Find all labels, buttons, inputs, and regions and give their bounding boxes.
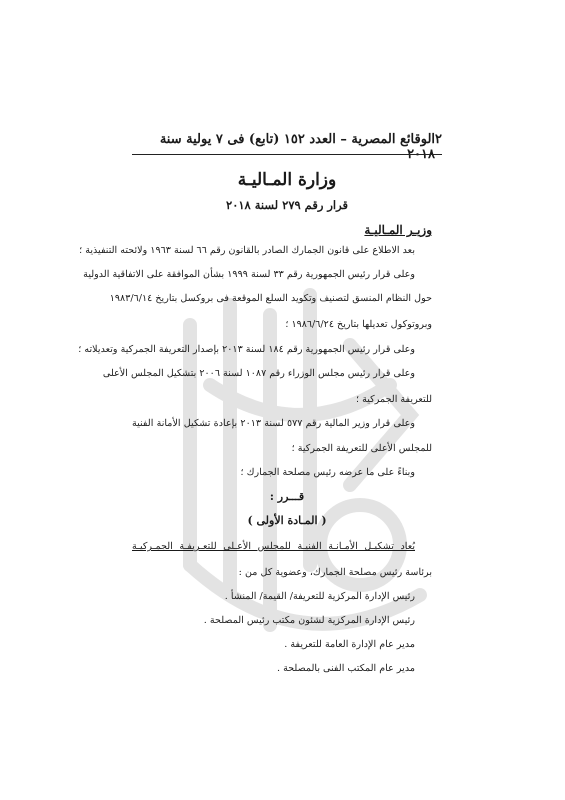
article-body-line: يُعاد تشكيـل الأمـانـة الفنيـة للمجلس الأعـلى للتعـريفـة الجمـركيـة [132, 541, 415, 552]
decree-title: قرار رقم ٢٧٩ لسنة ٢٠١٨ [226, 198, 348, 212]
preamble-line: وعلى قرار رئيس مجلس الوزراء رقم ١٠٨٧ لسنة ٢٠٠٦ بتشكيل المجلس الأعلى [102, 368, 415, 379]
member-item: مدير عام الإدارة العامة للتعريفة . [284, 639, 415, 650]
preamble-line: وبناءً على ما عرضه رئيس مصلحة الجمارك ؛ [240, 467, 415, 478]
ministry-title: وزارة المـاليـة [237, 170, 337, 190]
page-header [132, 132, 442, 162]
preamble-line: وعلى قرار رئيس الجمهورية رقم ٣٣ لسنة ١٩٩٩ بشأن الموافقة على الاتفاقية الدولية [83, 269, 415, 280]
page-number: ٢ [435, 132, 442, 147]
preamble-line: للتعريفة الجمركية ؛ [356, 394, 432, 405]
decides-heading: قـــرر : [269, 490, 305, 503]
minister-heading: وزيـر المـاليـة [364, 223, 432, 237]
gazette-title: الوقائع المصرية – العدد ١٥٢ (تابع) فى ٧ يولية سنة ٢٠١٨ [159, 132, 436, 162]
preamble-line: وبروتوكول تعديلها بتاريخ ١٩٨٦/٦/٢٤ ؛ [285, 319, 432, 330]
preamble-line: حول النظام المنسق لتصنيف وتكويد السلع الموقعة فى بروكسل بتاريخ ١٩٨٣/٦/١٤ [109, 293, 432, 304]
preamble-line: وعلى قرار رئيس الجمهورية رقم ١٨٤ لسنة ٢٠١٣ بإصدار التعريفة الجمركية وتعديلاته ؛ [78, 344, 415, 355]
member-item: مدير عام المكتب الفنى بالمصلحة . [277, 663, 415, 674]
article-title: ( المـادة الأولى ) [247, 514, 327, 527]
preamble-line: وعلى قرار وزير المالية رقم ٥٧٧ لسنة ٢٠١٣ بإعادة تشكيل الأمانة الفنية [132, 418, 415, 429]
article-body-line: برئاسة رئيس مصلحة الجمارك، وعضوية كل من : [238, 567, 432, 578]
preamble-line: للمجلس الأعلى للتعريفة الجمركية ؛ [291, 443, 432, 454]
member-item: رئيس الإدارة المركزية للتعريفة/ القيمة/ المنشأ . [224, 591, 415, 602]
member-item: رئيس الإدارة المركزية لشئون مكتب رئيس المصلحة . [203, 615, 415, 626]
header-divider [132, 154, 442, 155]
preamble-line: بعد الاطلاع على قانون الجمارك الصادر بالقانون رقم ٦٦ لسنة ١٩٦٣ ولائحته التنفيذية ؛ [79, 245, 415, 256]
